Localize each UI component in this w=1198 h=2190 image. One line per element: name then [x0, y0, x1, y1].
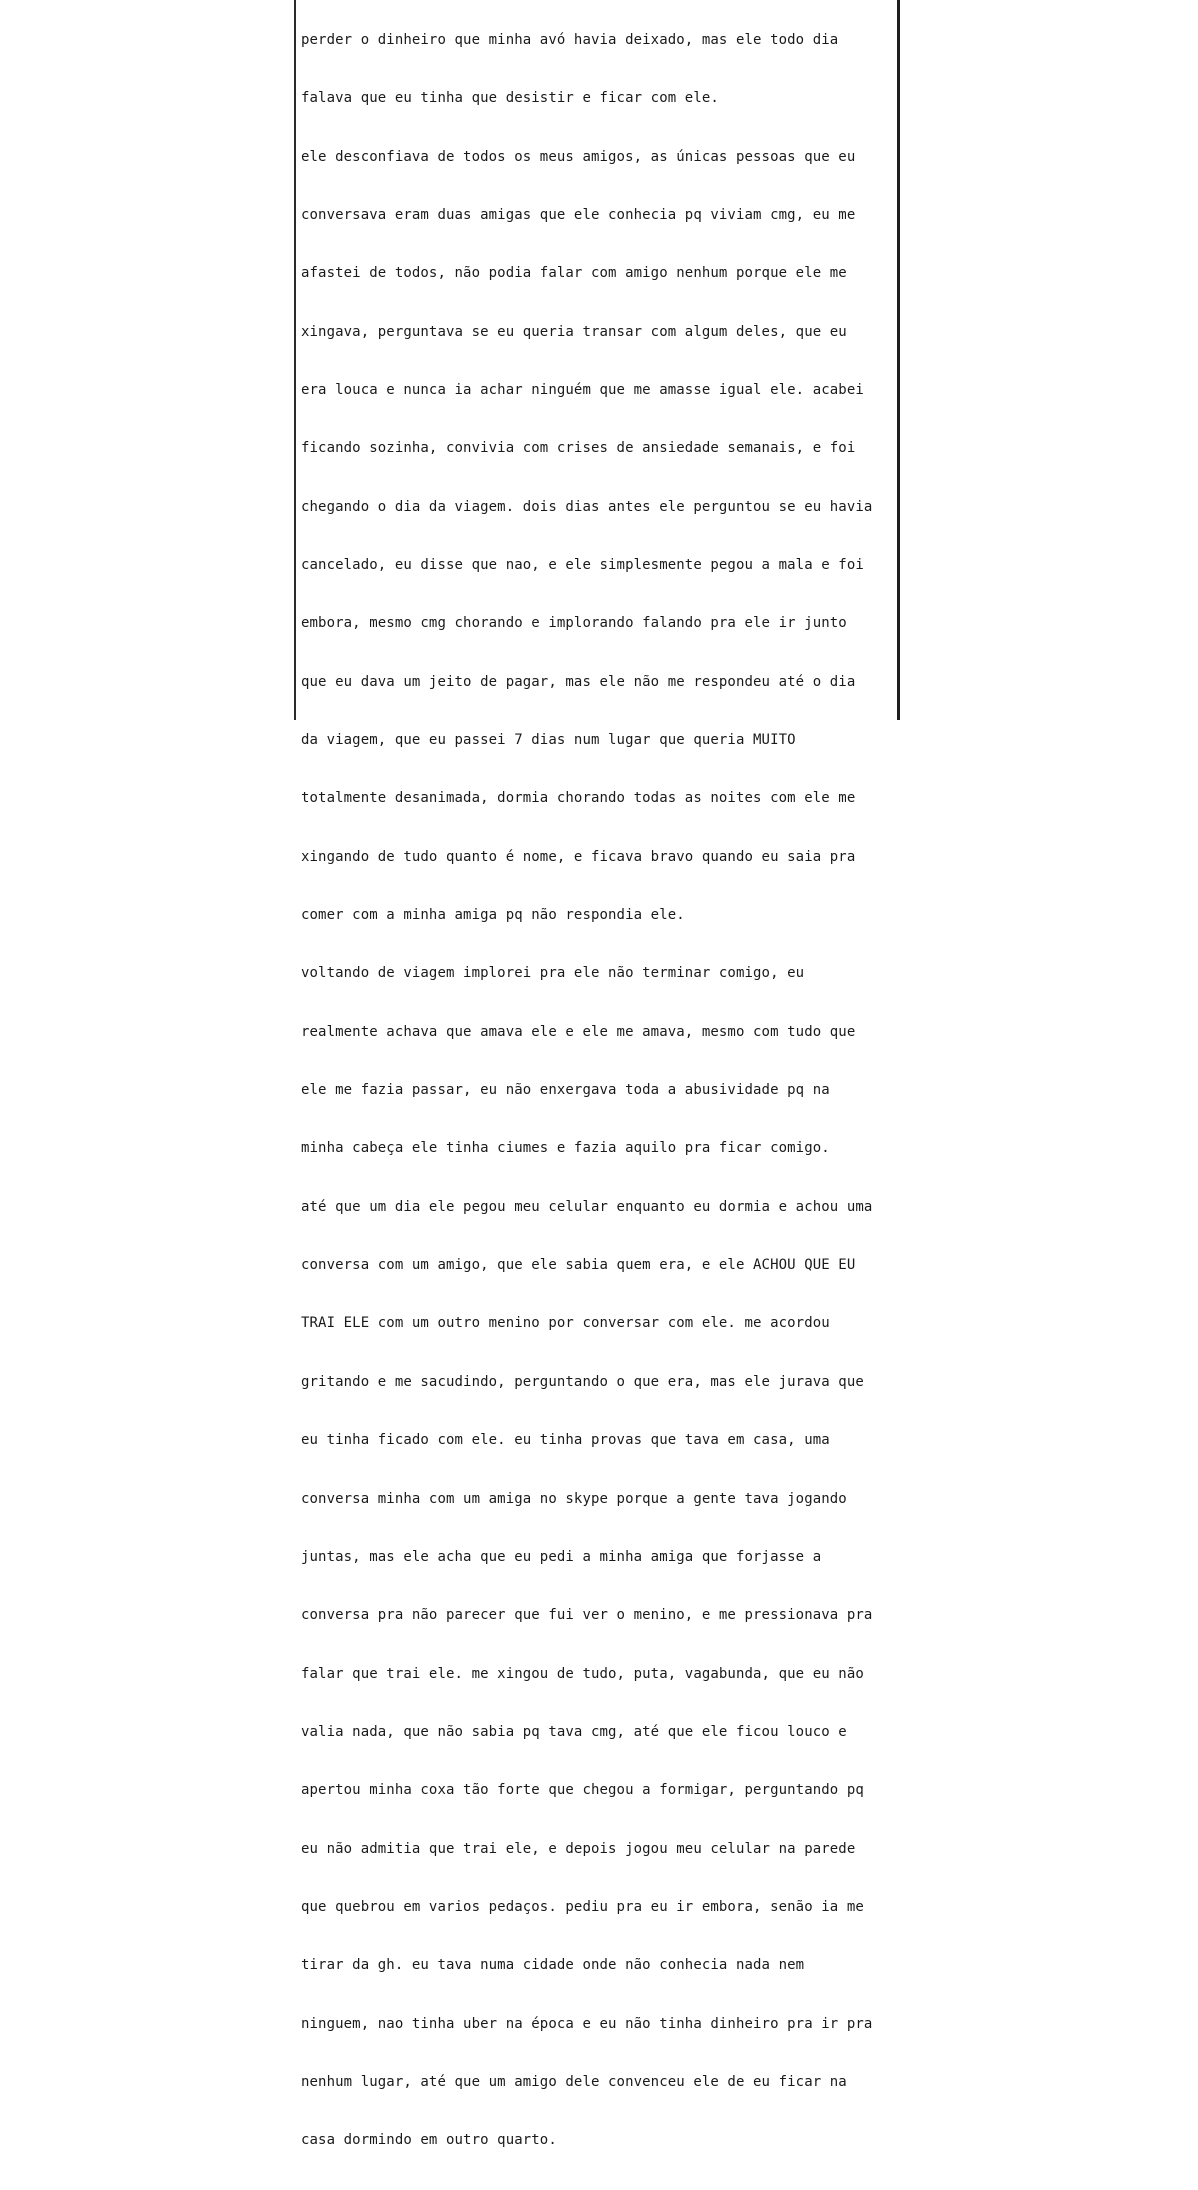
text-line: xingava, perguntava se eu queria transar com algum deles, que eu: [301, 323, 847, 340]
text-line: totalmente desanimada, dormia chorando todas as noites com ele me: [301, 790, 856, 807]
text-line: chegando o dia da viagem. dois dias antes ele perguntou se eu havia: [301, 498, 873, 515]
text-document-page: [294, 0, 900, 2149]
text-line: ninguem, nao tinha uber na época e eu não tinha dinheiro pra ir pra: [301, 2015, 873, 2032]
text-line: ficando sozinha, convivia com crises de ansiedade semanais, e foi: [301, 440, 856, 457]
text-line: nenhum lugar, até que um amigo dele convenceu ele de eu ficar na: [301, 2073, 847, 2090]
text-line: casa dormindo em outro quarto.: [301, 2132, 557, 2149]
text-line: TRAI ELE com um outro menino por conversar com ele. me acordou: [301, 1315, 830, 1332]
text-line: ele me fazia passar, eu não enxergava toda a abusividade pq na: [301, 1082, 830, 1099]
text-line: valia nada, que não sabia pq tava cmg, até que ele ficou louco e: [301, 1723, 847, 1740]
text-line: eu tinha ficado com ele. eu tinha provas que tava em casa, uma: [301, 1432, 830, 1449]
text-line: realmente achava que amava ele e ele me amava, mesmo com tudo que: [301, 1023, 856, 1040]
text-line: que eu dava um jeito de pagar, mas ele não me respondeu até o dia: [301, 673, 856, 690]
text-line: conversa com um amigo, que ele sabia quem era, e ele ACHOU QUE EU: [301, 1257, 856, 1274]
text-line: comer com a minha amiga pq não respondia ele.: [301, 907, 685, 924]
text-line: embora, mesmo cmg chorando e implorando falando pra ele ir junto: [301, 615, 847, 632]
text-line: cancelado, eu disse que nao, e ele simplesmente pegou a mala e foi: [301, 557, 864, 573]
text-line: conversa pra não parecer que fui ver o menino, e me pressionava pra: [301, 1607, 873, 1624]
text-line: xingando de tudo quanto é nome, e ficava bravo quando eu saia pra: [301, 848, 856, 865]
text-line: até que um dia ele pegou meu celular enquanto eu dormia e achou uma: [301, 1198, 873, 1215]
text-line: falar que trai ele. me xingou de tudo, puta, vagabunda, que eu não: [301, 1665, 864, 1682]
text-line: da viagem, que eu passei 7 dias num lugar que queria MUITO: [301, 732, 796, 749]
text-line: era louca e nunca ia achar ninguém que me amasse igual ele. acabei: [301, 381, 864, 398]
text-line: apertou minha coxa tão forte que chegou a formigar, perguntando pq: [301, 1782, 864, 1799]
text-line: ele desconfiava de todos os meus amigos, as únicas pessoas que eu: [301, 148, 856, 165]
text-line: juntas, mas ele acha que eu pedi a minha amiga que forjasse a: [301, 1548, 822, 1565]
text-line: falava que eu tinha que desistir e ficar com ele.: [301, 90, 719, 107]
text-line: eu não admitia que trai ele, e depois jogou meu celular na parede: [301, 1840, 856, 1857]
text-line: voltando de viagem implorei pra ele não terminar comigo, eu: [301, 965, 805, 982]
text-line: conversa minha com um amiga no skype porque a gente tava jogando: [301, 1490, 847, 1507]
text-line: conversava eram duas amigas que ele conhecia pq viviam cmg, eu me: [301, 206, 856, 223]
document-text: [301, 0, 897, 2190]
text-line: afastei de todos, não podia falar com amigo nenhum porque ele me: [301, 265, 847, 282]
text-line: perder o dinheiro que minha avó havia deixado, mas ele todo dia: [301, 31, 839, 48]
text-line: que quebrou em varios pedaços. pediu pra eu ir embora, senão ia me: [301, 1898, 864, 1915]
text-line: gritando e me sacudindo, perguntando o que era, mas ele jurava que: [301, 1373, 864, 1390]
text-line: minha cabeça ele tinha ciumes e fazia aquilo pra ficar comigo.: [301, 1140, 830, 1157]
text-line: tirar da gh. eu tava numa cidade onde não conhecia nada nem: [301, 1957, 805, 1974]
